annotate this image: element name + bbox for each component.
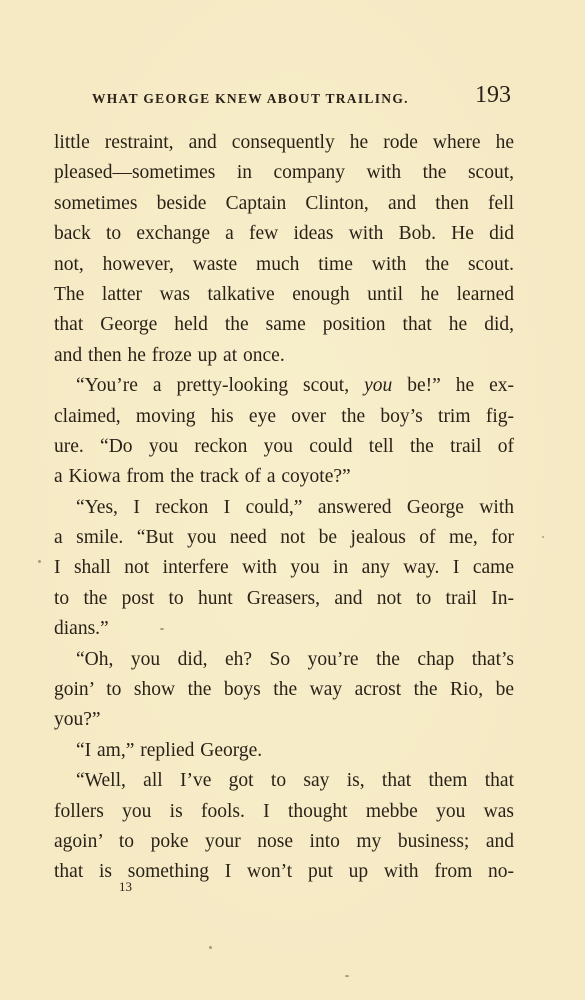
text-line: not, however, waste much time with the scout.	[54, 253, 514, 275]
page-header	[92, 82, 517, 112]
page-number: 193	[475, 82, 511, 108]
text-line: “You’re a pretty-looking scout, you be!” he ex-	[76, 375, 515, 397]
text-line: claimed, moving his eye over the boy’s trim fig-	[54, 405, 514, 427]
text-line: The latter was talkative enough until he learned	[54, 283, 514, 305]
text-line: a smile. “But you need not be jealous of me, for	[54, 527, 514, 549]
emphasis: you	[364, 375, 393, 397]
text-line: a Kiowa from the track of a coyote?”	[54, 466, 351, 488]
text-line: you?”	[54, 709, 101, 731]
paper-speck	[345, 975, 349, 977]
signature-mark: 13	[119, 879, 132, 894]
paper-speck	[209, 946, 212, 949]
text-line: “Yes, I reckon I could,” answered George with	[76, 496, 514, 518]
text-line: pleased—sometimes in company with the scout,	[54, 162, 514, 184]
paper-speck	[38, 560, 41, 563]
text-line: follers you is fools. I thought mebbe you was	[54, 800, 514, 822]
text-line: that George held the same position that he did,	[54, 314, 514, 336]
paper-speck	[542, 536, 544, 538]
text-line: sometimes beside Captain Clinton, and then fell	[54, 192, 514, 214]
text-line: “Well, all I’ve got to say is, that them that	[76, 770, 514, 792]
text-line: back to exchange a few ideas with Bob. He did	[54, 223, 514, 245]
text-line: agoin’ to poke your nose into my business; and	[54, 830, 514, 852]
text-line: that is something I won’t put up with from no-	[54, 861, 514, 883]
text-line: ure. “Do you reckon you could tell the trail of	[54, 435, 514, 457]
text-line: and then he froze up at once.	[54, 344, 285, 366]
paper-speck	[160, 628, 164, 630]
running-head: WHAT GEORGE KNEW ABOUT TRAILING.	[92, 91, 409, 106]
text-line: “Oh, you did, eh? So you’re the chap that’s	[76, 648, 514, 670]
text-line: “I am,” replied George.	[76, 739, 263, 761]
text-line: little restraint, and consequently he rode where he	[54, 132, 514, 153]
text-line: to the post to hunt Greasers, and not to trail In-	[54, 587, 514, 609]
text-line: I shall not interfere with you in any way. I came	[54, 557, 514, 579]
body-text	[54, 128, 514, 888]
text-line: dians.”	[54, 618, 109, 640]
text-line: goin’ to show the boys the way acrost the Rio, be	[54, 679, 514, 701]
